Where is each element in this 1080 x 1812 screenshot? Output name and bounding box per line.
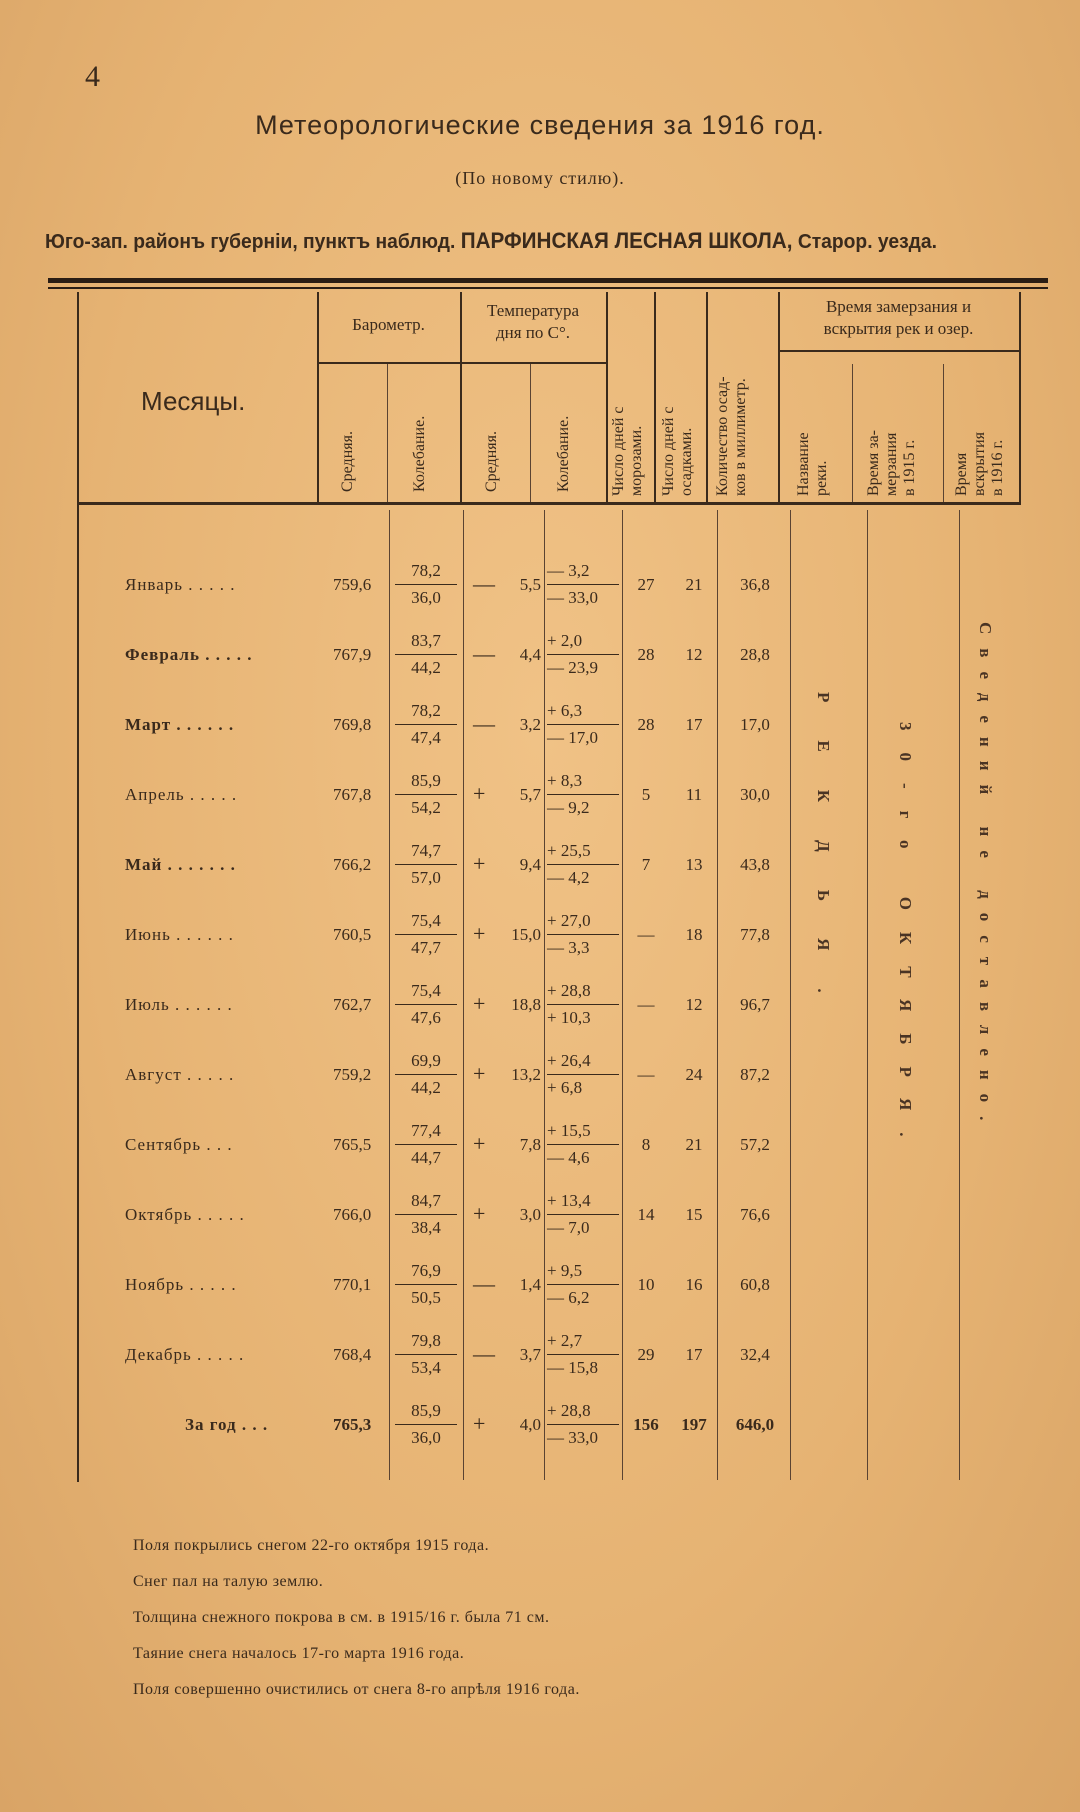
baro-fluct bbox=[395, 1188, 457, 1241]
baro-fluct bbox=[395, 908, 457, 961]
temp-mean: 3,2 bbox=[519, 715, 541, 734]
baro-mean-header: Средняя. bbox=[339, 431, 356, 492]
table-row bbox=[77, 695, 1021, 765]
temp-sign: — bbox=[473, 1341, 495, 1366]
baro-high: 75,4 bbox=[395, 978, 457, 1005]
weather-table bbox=[77, 292, 1021, 1482]
temperature-header bbox=[460, 300, 606, 344]
temp-high: + 2,0 bbox=[547, 628, 619, 655]
baro-high: 85,9 bbox=[395, 1398, 457, 1425]
baro-low: 38,4 bbox=[411, 1218, 441, 1237]
note-line: Толщина снежного покрова в см. в 1915/16 г. была 71 см. bbox=[133, 1609, 550, 1626]
notes bbox=[133, 1528, 580, 1708]
temp-high: — 3,2 bbox=[547, 558, 619, 585]
page-number: 4 bbox=[85, 60, 100, 93]
district-prefix: Юго-зап. районъ губерніи, пунктъ наблюд. bbox=[45, 230, 456, 253]
temp-high: + 28,8 bbox=[547, 1398, 619, 1425]
precip-days: 12 bbox=[685, 645, 703, 664]
baro-mean: 765,3 bbox=[333, 1415, 372, 1434]
temp-sign: — bbox=[473, 711, 495, 736]
baro-low: 44,2 bbox=[411, 658, 441, 677]
month-label: Сентябрь . . . bbox=[125, 1135, 233, 1154]
baro-low: 36,0 bbox=[411, 588, 441, 607]
temp-high: + 8,3 bbox=[547, 768, 619, 795]
baro-high: 77,4 bbox=[395, 1118, 457, 1145]
district-line bbox=[45, 228, 994, 254]
temp-fluct bbox=[547, 698, 619, 751]
baro-low: 53,4 bbox=[411, 1358, 441, 1377]
baro-high: 79,8 bbox=[395, 1328, 457, 1355]
baro-high: 78,2 bbox=[395, 558, 457, 585]
month-label: Февраль . . . . . bbox=[125, 645, 253, 664]
precip-amount: 32,4 bbox=[740, 1345, 770, 1364]
precip-amount: 76,6 bbox=[740, 1205, 770, 1224]
baro-low: 47,7 bbox=[411, 938, 441, 957]
precip-amount: 36,8 bbox=[740, 575, 770, 594]
temp-sign: + bbox=[473, 921, 486, 946]
baro-fluct bbox=[395, 1328, 457, 1381]
precip-days: 24 bbox=[685, 1065, 703, 1084]
month-label: Май . . . . . . . bbox=[125, 855, 236, 874]
grid-line bbox=[943, 364, 944, 502]
frost-days: — bbox=[637, 1065, 655, 1084]
top-rule-thin bbox=[48, 287, 1048, 289]
temp-high: + 13,4 bbox=[547, 1188, 619, 1215]
rivers-header bbox=[778, 296, 1019, 340]
table-row bbox=[77, 1045, 1021, 1115]
temp-low: — 6,2 bbox=[547, 1288, 590, 1307]
grid-line bbox=[606, 292, 608, 502]
month-label: Июль . . . . . . bbox=[125, 995, 233, 1014]
baro-low: 44,2 bbox=[411, 1078, 441, 1097]
baro-high: 84,7 bbox=[395, 1188, 457, 1215]
baro-fluct bbox=[395, 768, 457, 821]
table-row bbox=[77, 835, 1021, 905]
frost-days: 156 bbox=[633, 1415, 659, 1434]
baro-high: 76,9 bbox=[395, 1258, 457, 1285]
temp-low: — 33,0 bbox=[547, 1428, 598, 1447]
table-row bbox=[77, 1115, 1021, 1185]
month-label: Март . . . . . . bbox=[125, 715, 235, 734]
note-line: Поля покрылись снегом 22-го октября 1915 года. bbox=[133, 1537, 490, 1554]
precip-amount-header: Количество осад- ков в миллиметр. bbox=[714, 376, 749, 496]
open-date-text: Сведений не доставлено. bbox=[976, 622, 995, 1135]
precip-amount: 28,8 bbox=[740, 645, 770, 664]
temp-fluct bbox=[547, 1048, 619, 1101]
frost-days: 14 bbox=[637, 1205, 655, 1224]
baro-low: 44,7 bbox=[411, 1148, 441, 1167]
table-row bbox=[77, 1255, 1021, 1325]
district-suffix: Старор. уезда. bbox=[797, 230, 937, 253]
baro-high: 83,7 bbox=[395, 628, 457, 655]
temp-low: — 4,2 bbox=[547, 868, 590, 887]
baro-fluct bbox=[395, 1258, 457, 1311]
temp-low: — 33,0 bbox=[547, 588, 598, 607]
precip-days-header: Число дней с осадками. bbox=[660, 406, 695, 496]
baro-fluct bbox=[395, 628, 457, 681]
temp-low: — 4,6 bbox=[547, 1148, 590, 1167]
temp-fluct bbox=[547, 1328, 619, 1381]
month-label: Декабрь . . . . . bbox=[125, 1345, 245, 1364]
baro-low: 50,5 bbox=[411, 1288, 441, 1307]
temp-high: + 15,5 bbox=[547, 1118, 619, 1145]
precip-days: 17 bbox=[685, 1345, 703, 1364]
month-label: Октябрь . . . . . bbox=[125, 1205, 245, 1224]
precip-days: 21 bbox=[685, 575, 703, 594]
temp-fluct bbox=[547, 838, 619, 891]
baro-high: 85,9 bbox=[395, 768, 457, 795]
baro-mean: 767,8 bbox=[333, 785, 372, 804]
table-row bbox=[77, 1185, 1021, 1255]
frost-days: — bbox=[637, 995, 655, 1014]
baro-low: 47,4 bbox=[411, 728, 441, 747]
baro-fluct-header: Колебание. bbox=[411, 415, 428, 492]
temp-low: — 17,0 bbox=[547, 728, 598, 747]
month-label: Апрель . . . . . bbox=[125, 785, 238, 804]
page-title: Метеорологические сведения за 1916 год. bbox=[255, 110, 825, 140]
temp-low: + 10,3 bbox=[547, 1008, 591, 1027]
temp-sign: — bbox=[473, 1271, 495, 1296]
frost-days: 5 bbox=[641, 785, 651, 804]
month-label: Июнь . . . . . . bbox=[125, 925, 234, 944]
temp-mean: 5,7 bbox=[519, 785, 541, 804]
temp-high: + 25,5 bbox=[547, 838, 619, 865]
frost-days: 8 bbox=[641, 1135, 651, 1154]
temp-low: + 6,8 bbox=[547, 1078, 583, 1097]
baro-fluct bbox=[395, 1048, 457, 1101]
temp-mean: 1,4 bbox=[519, 1275, 541, 1294]
note-line: Снег пал на талую землю. bbox=[133, 1573, 324, 1590]
temp-fluct bbox=[547, 1398, 619, 1451]
baro-fluct bbox=[395, 1118, 457, 1171]
baro-mean: 759,6 bbox=[333, 575, 372, 594]
precip-amount: 17,0 bbox=[740, 715, 770, 734]
precip-amount: 77,8 bbox=[740, 925, 770, 944]
precip-amount: 96,7 bbox=[740, 995, 770, 1014]
precip-amount: 43,8 bbox=[740, 855, 770, 874]
baro-mean: 766,2 bbox=[333, 855, 372, 874]
temp-fluct bbox=[547, 908, 619, 961]
precip-amount: 30,0 bbox=[740, 785, 770, 804]
baro-fluct bbox=[395, 978, 457, 1031]
temp-fluct bbox=[547, 1258, 619, 1311]
table-row bbox=[77, 975, 1021, 1045]
temp-high: + 9,5 bbox=[547, 1258, 619, 1285]
precip-amount: 60,8 bbox=[740, 1275, 770, 1294]
temp-fluct bbox=[547, 628, 619, 681]
temp-sign: + bbox=[473, 1061, 486, 1086]
temp-mean: 18,8 bbox=[511, 995, 541, 1014]
precip-amount: 57,2 bbox=[740, 1135, 770, 1154]
precip-days: 12 bbox=[685, 995, 703, 1014]
temp-sign: + bbox=[473, 1201, 486, 1226]
table-row bbox=[77, 555, 1021, 625]
months-header: Месяцы. bbox=[141, 386, 246, 416]
temp-sign: + bbox=[473, 991, 486, 1016]
page-subtitle: (По новому стилю). bbox=[455, 168, 625, 188]
rivers-header-text: Время замерзания и вскрытия рек и озер. bbox=[823, 297, 974, 338]
temp-sign: + bbox=[473, 851, 486, 876]
baro-high: 78,2 bbox=[395, 698, 457, 725]
temp-low: — 23,9 bbox=[547, 658, 598, 677]
temp-fluct bbox=[547, 1188, 619, 1241]
temp-low: — 3,3 bbox=[547, 938, 590, 957]
temp-mean-header: Средняя. bbox=[483, 431, 500, 492]
precip-days: 18 bbox=[685, 925, 703, 944]
baro-mean: 760,5 bbox=[333, 925, 372, 944]
baro-low: 36,0 bbox=[411, 1428, 441, 1447]
baro-low: 54,2 bbox=[411, 798, 441, 817]
temp-fluct bbox=[547, 1118, 619, 1171]
baro-mean: 759,2 bbox=[333, 1065, 372, 1084]
table-row bbox=[77, 765, 1021, 835]
temp-mean: 3,0 bbox=[519, 1205, 541, 1224]
grid-line bbox=[387, 364, 388, 502]
frost-days: — bbox=[637, 925, 655, 944]
frost-days-header: Число дней с морозами. bbox=[610, 406, 645, 496]
temp-sign: + bbox=[473, 781, 486, 806]
temp-mean: 13,2 bbox=[511, 1065, 541, 1084]
temp-mean: 4,0 bbox=[519, 1415, 541, 1434]
temp-high: + 2,7 bbox=[547, 1328, 619, 1355]
temp-mean: 15,0 bbox=[511, 925, 541, 944]
baro-high: 75,4 bbox=[395, 908, 457, 935]
table-row bbox=[77, 625, 1021, 695]
table-border-right bbox=[1019, 292, 1021, 502]
precip-amount: 646,0 bbox=[735, 1415, 775, 1434]
precip-days: 13 bbox=[685, 855, 703, 874]
temp-low: — 15,8 bbox=[547, 1358, 598, 1377]
note-line: Поля совершенно очистились от снега 8-го апрѣля 1916 года. bbox=[133, 1681, 580, 1698]
district-place: ПАРФИНСКАЯ ЛЕСНАЯ ШКОЛА, bbox=[460, 228, 793, 253]
frost-days: 28 bbox=[637, 645, 655, 664]
temp-fluct bbox=[547, 558, 619, 611]
precip-days: 17 bbox=[685, 715, 703, 734]
note-line: Таяние снега началось 17-го марта 1916 года. bbox=[133, 1645, 465, 1662]
month-label: Январь . . . . . bbox=[125, 575, 236, 594]
open-1916-header: Время вскрытия в 1916 г. bbox=[953, 432, 1006, 496]
baro-low: 47,6 bbox=[411, 1008, 441, 1027]
month-label: Ноябрь . . . . . bbox=[125, 1275, 237, 1294]
freeze-date-text bbox=[895, 722, 915, 1159]
grid-line bbox=[778, 350, 1019, 352]
header-bottom-rule bbox=[77, 502, 1021, 505]
grid-line bbox=[654, 292, 656, 502]
temperature-header-text: Температура дня по С°. bbox=[486, 301, 580, 342]
grid-line bbox=[852, 364, 853, 502]
baro-mean: 766,0 bbox=[333, 1205, 372, 1224]
temp-fluct bbox=[547, 978, 619, 1031]
river-name-header: Название реки. bbox=[795, 432, 830, 496]
grid-line bbox=[317, 362, 606, 364]
baro-low: 57,0 bbox=[411, 868, 441, 887]
precip-days: 197 bbox=[681, 1415, 707, 1434]
baro-fluct bbox=[395, 838, 457, 891]
temp-mean: 5,5 bbox=[519, 575, 541, 594]
precip-days: 11 bbox=[685, 785, 703, 804]
barometer-header: Барометр. bbox=[352, 315, 425, 334]
baro-fluct bbox=[395, 698, 457, 751]
precip-amount: 87,2 bbox=[740, 1065, 770, 1084]
top-rule bbox=[48, 278, 1048, 283]
river-name-text: РЕКДЬЯ. bbox=[814, 692, 833, 1031]
temp-high: + 26,4 bbox=[547, 1048, 619, 1075]
baro-mean: 767,9 bbox=[333, 645, 372, 664]
temp-mean: 4,4 bbox=[519, 645, 541, 664]
freeze-date-label: 30-го ОКТЯБРЯ. bbox=[896, 722, 915, 1159]
baro-high: 69,9 bbox=[395, 1048, 457, 1075]
freeze-1915-header: Время за- мерзания в 1915 г. bbox=[865, 429, 918, 496]
precip-days: 21 bbox=[685, 1135, 703, 1154]
frost-days: 7 bbox=[641, 855, 651, 874]
baro-high: 74,7 bbox=[395, 838, 457, 865]
baro-mean: 765,5 bbox=[333, 1135, 372, 1154]
table-row bbox=[77, 1325, 1021, 1395]
baro-mean: 768,4 bbox=[333, 1345, 372, 1364]
frost-days: 28 bbox=[637, 715, 655, 734]
baro-mean: 762,7 bbox=[333, 995, 372, 1014]
temp-fluct-header: Колебание. bbox=[555, 415, 572, 492]
temp-sign: + bbox=[473, 1131, 486, 1156]
temp-mean: 9,4 bbox=[519, 855, 541, 874]
temp-high: + 6,3 bbox=[547, 698, 619, 725]
temp-sign: + bbox=[473, 1411, 486, 1436]
temp-low: — 9,2 bbox=[547, 798, 590, 817]
total-row bbox=[77, 1395, 1021, 1465]
frost-days: 27 bbox=[637, 575, 655, 594]
precip-days: 15 bbox=[685, 1205, 703, 1224]
month-label: Август . . . . . bbox=[125, 1065, 235, 1084]
temp-low: — 7,0 bbox=[547, 1218, 590, 1237]
grid-line bbox=[530, 364, 531, 502]
frost-days: 29 bbox=[637, 1345, 655, 1364]
baro-fluct bbox=[395, 1398, 457, 1451]
temp-mean: 7,8 bbox=[519, 1135, 541, 1154]
temp-high: + 28,8 bbox=[547, 978, 619, 1005]
temp-fluct bbox=[547, 768, 619, 821]
grid-line bbox=[706, 292, 708, 502]
month-label: За год . . . bbox=[185, 1415, 269, 1434]
table-row bbox=[77, 905, 1021, 975]
baro-mean: 770,1 bbox=[333, 1275, 372, 1294]
temp-sign: — bbox=[473, 571, 495, 596]
baro-fluct bbox=[395, 558, 457, 611]
precip-days: 16 bbox=[685, 1275, 703, 1294]
baro-mean: 769,8 bbox=[333, 715, 372, 734]
temp-high: + 27,0 bbox=[547, 908, 619, 935]
temp-mean: 3,7 bbox=[519, 1345, 541, 1364]
frost-days: 10 bbox=[637, 1275, 655, 1294]
temp-sign: — bbox=[473, 641, 495, 666]
